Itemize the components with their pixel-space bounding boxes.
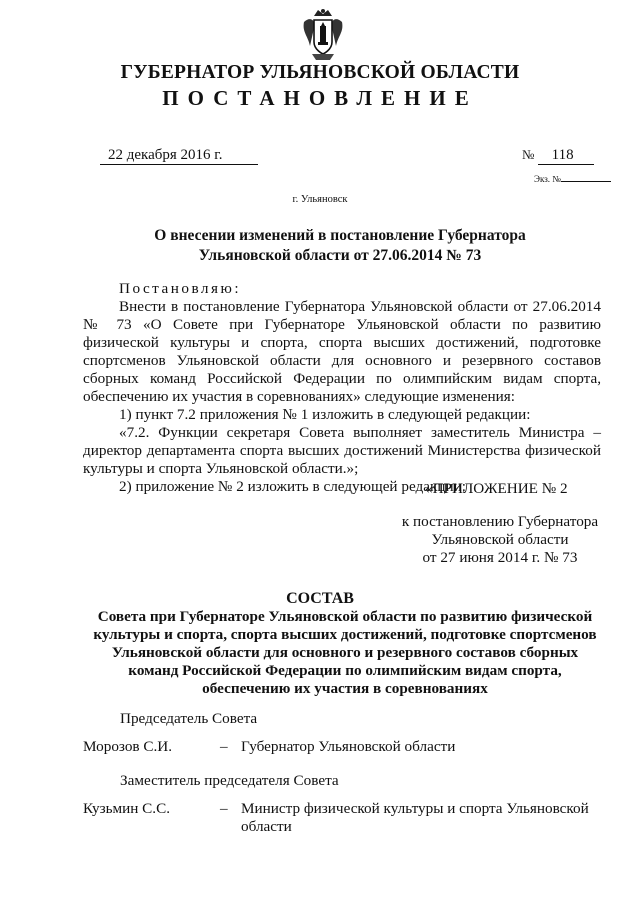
appendix-ref-line-3: от 27 июня 2014 г. № 73 [422, 549, 578, 566]
council-name: Совета при Губернаторе Ульяновской области по развитию физической культуры и спорта, спорта высших достижений, подготовке спортсменов Ульяновской области для основного и резервного составов сборных команд Российской Федерации по олимпийским видам спорта, обеспечению их участия в соревнованиях [93, 608, 597, 697]
document-type: ПОСТАНОВЛЕНИЕ [162, 86, 478, 110]
appendix-reference [385, 513, 615, 567]
copy-number-line [561, 181, 611, 182]
document-body [83, 280, 601, 496]
decree-word: Постановляю: [119, 280, 242, 297]
subject-line-2: Ульяновской области от 27.06.2014 № 73 [198, 247, 482, 264]
document-date: 22 декабря 2016 г. [100, 146, 258, 165]
copy-number [534, 174, 611, 184]
member-name: Морозов С.И. [83, 738, 173, 755]
item-1-text: «7.2. Функции секретаря Совета выполняет заместитель Министра – директор департамента спорта высших достижений Министерства физической культуры и спорта Ульяновской области.»; [83, 424, 601, 477]
item-2: 2) приложение № 2 изложить в следующей редакции: [119, 478, 466, 495]
paragraph-main: Внести в постановление Губернатора Ульяновской области от 27.06.2014 № 73 «О Совете при Губернаторе Ульяновской области по развитию физической культуры и спорта, спорта высших достижений, подготовке спортсменов Ульяновской области для основного и резервного составов сборных команд Российской Федерации по олимпийским видам спорта, обеспечению их участия в соревнованиях» следующие изменения: [83, 298, 601, 405]
deputy-role: Заместитель председателя Совета [120, 772, 339, 789]
document-number [522, 146, 594, 165]
document-subject [120, 226, 560, 266]
member-position: Министр физической культуры и спорта Ульяновской области [241, 800, 589, 835]
member-dash: – [220, 738, 228, 755]
appendix-ref-line-1: к постановлению Губернатора [401, 513, 599, 530]
coat-of-arms-icon [300, 6, 346, 62]
appendix-title: «ПРИЛОЖЕНИЕ № 2 [425, 480, 568, 497]
city: г. Ульяновск [292, 194, 348, 205]
number-label: № [522, 147, 535, 162]
member-dash: – [220, 800, 228, 817]
subject-line-1: О внесении изменений в постановление Губернатора [154, 227, 526, 244]
copy-label: Экз. № [534, 174, 561, 184]
number-value: 118 [538, 146, 594, 165]
composition-title: СОСТАВ [286, 590, 354, 607]
appendix-ref-line-2: Ульяновской области [431, 531, 569, 548]
item-1: 1) пункт 7.2 приложения № 1 изложить в следующей редакции: [119, 406, 531, 423]
organization-title: ГУБЕРНАТОР УЛЬЯНОВСКОЙ ОБЛАСТИ [120, 62, 520, 83]
chair-role: Председатель Совета [120, 710, 258, 727]
member-name: Кузьмин С.С. [83, 800, 171, 817]
member-position: Губернатор Ульяновской области [241, 738, 456, 755]
